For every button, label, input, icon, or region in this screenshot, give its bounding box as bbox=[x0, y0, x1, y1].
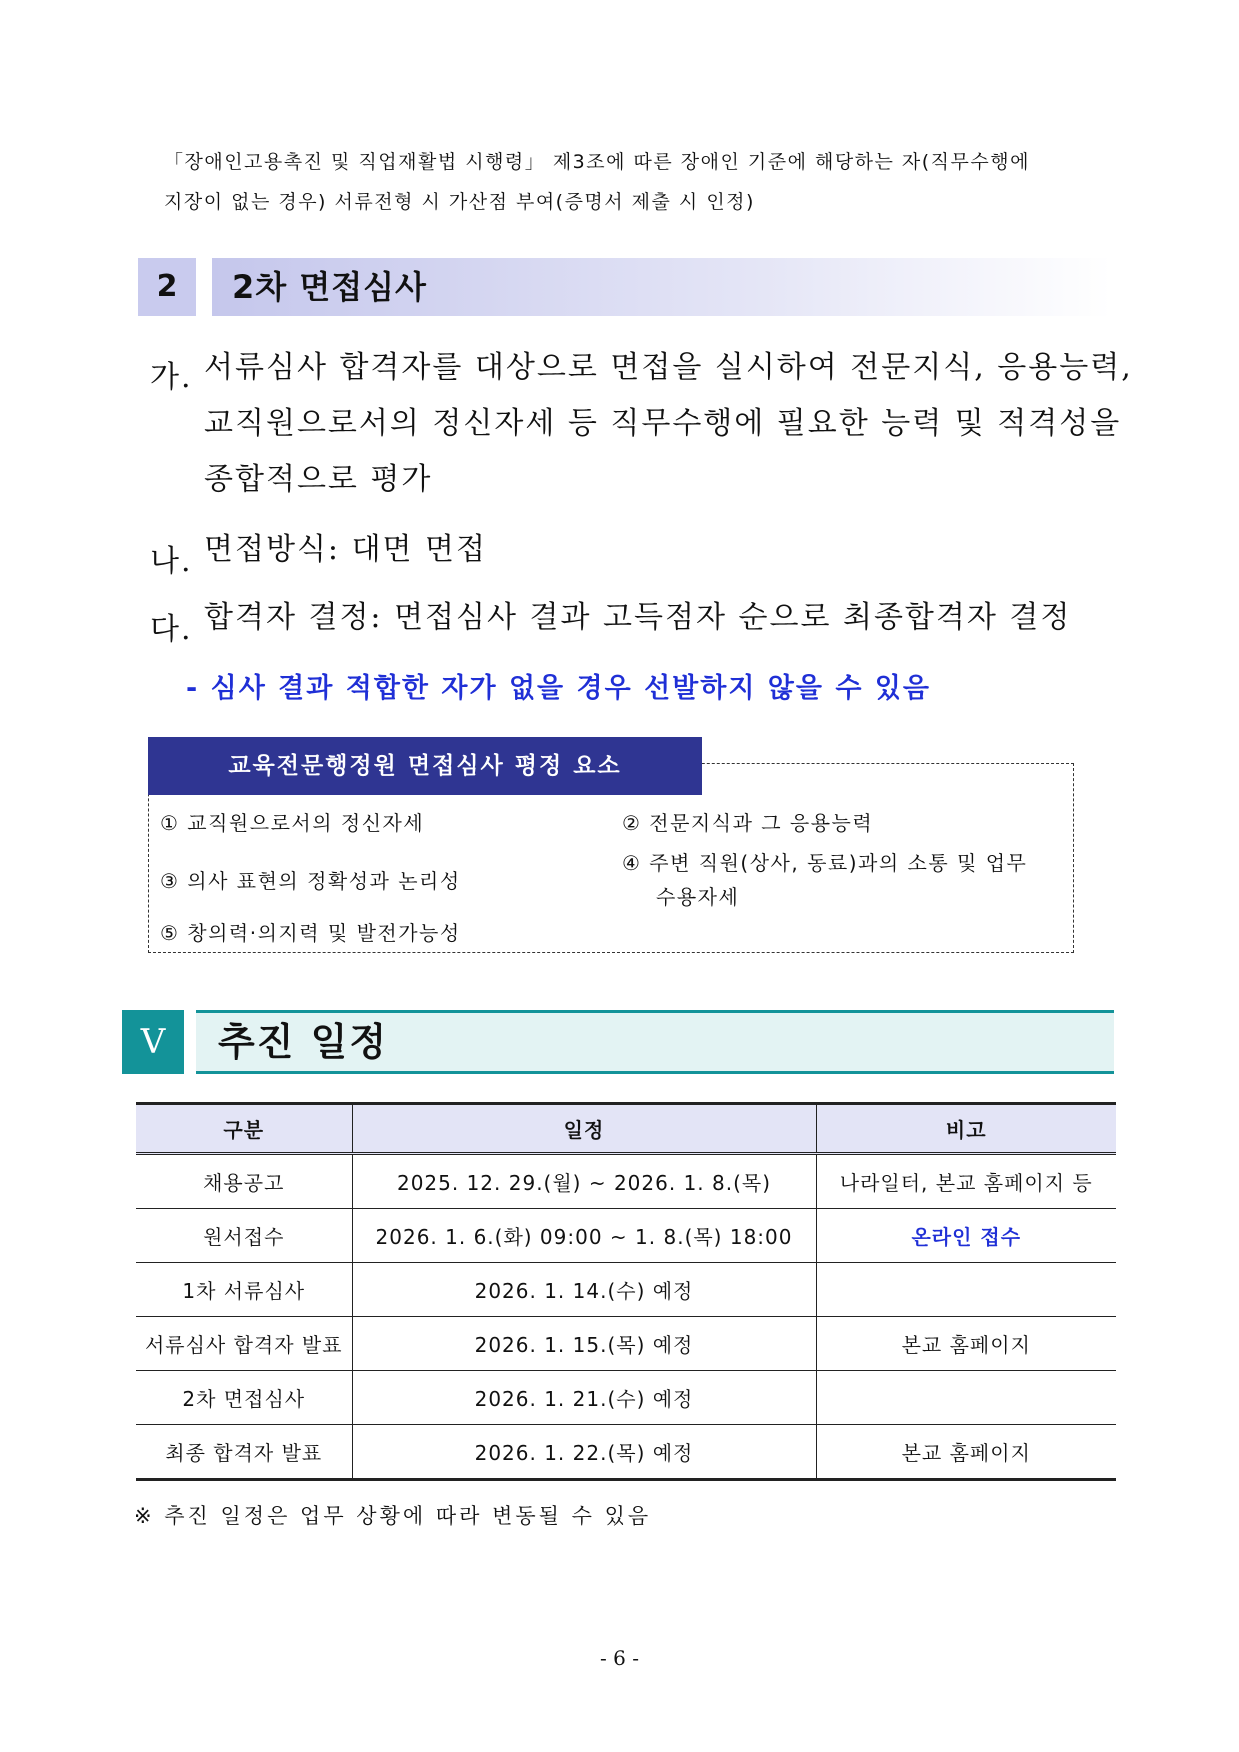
cell-note: 본교 홈페이지 bbox=[816, 1317, 1116, 1371]
item-text-da: 합격자 결정: 면접심사 결과 고득점자 순으로 최종합격자 결정 bbox=[204, 600, 1072, 635]
item-label-ga: 가. bbox=[150, 360, 193, 395]
cell-note: 나라일터, 본교 홈페이지 등 bbox=[816, 1154, 1116, 1209]
cell-date: 2026. 1. 21.(수) 예정 bbox=[352, 1371, 816, 1425]
table-row bbox=[136, 1263, 1116, 1317]
criterion-1: ① 교직원으로서의 정신자세 bbox=[160, 811, 425, 835]
cell-category: 원서접수 bbox=[136, 1209, 352, 1263]
section-title: 2차 면접심사 bbox=[232, 268, 427, 306]
header-note: 비고 bbox=[816, 1104, 1116, 1154]
schedule-footnote: ※ 추진 일정은 업무 상황에 따라 변동될 수 있음 bbox=[134, 1504, 652, 1528]
criterion-5: ⑤ 창의력·의지력 및 발전가능성 bbox=[160, 921, 461, 945]
cell-date: 2026. 1. 15.(목) 예정 bbox=[352, 1317, 816, 1371]
cell-category: 서류심사 합격자 발표 bbox=[136, 1317, 352, 1371]
table-row bbox=[136, 1371, 1116, 1425]
criterion-2: ② 전문지식과 그 응용능력 bbox=[622, 811, 874, 835]
cell-date: 2026. 1. 22.(목) 예정 bbox=[352, 1425, 816, 1480]
item-text-ga-line1: 서류심사 합격자를 대상으로 면접을 실시하여 전문지식, 응용능력, bbox=[204, 350, 1133, 385]
cell-note bbox=[816, 1371, 1116, 1425]
cell-date: 2026. 1. 6.(화) 09:00 ~ 1. 8.(목) 18:00 bbox=[352, 1209, 816, 1263]
cell-note: 본교 홈페이지 bbox=[816, 1425, 1116, 1480]
cell-category: 최종 합격자 발표 bbox=[136, 1425, 352, 1480]
header-date: 일정 bbox=[352, 1104, 816, 1154]
item-label-na: 나. bbox=[150, 544, 193, 579]
selection-note: - 심사 결과 적합한 자가 없을 경우 선발하지 않을 수 있음 bbox=[186, 673, 932, 704]
schedule-table bbox=[136, 1102, 1116, 1481]
criterion-4: ④ 주변 직원(상사, 동료)과의 소통 및 업무 bbox=[622, 851, 1028, 875]
cell-category: 1차 서류심사 bbox=[136, 1263, 352, 1317]
table-row bbox=[136, 1425, 1116, 1480]
page-number: - 6 - bbox=[600, 1646, 639, 1670]
table-row bbox=[136, 1154, 1116, 1209]
evaluation-title: 교육전문행정원 면접심사 평정 요소 bbox=[148, 737, 702, 795]
cell-note: 온라인 접수 bbox=[816, 1209, 1116, 1263]
cell-category: 2차 면접심사 bbox=[136, 1371, 352, 1425]
cell-date: 2025. 12. 29.(월) ~ 2026. 1. 8.(목) bbox=[352, 1154, 816, 1209]
criterion-3: ③ 의사 표현의 정확성과 논리성 bbox=[160, 869, 461, 893]
header-category: 구분 bbox=[136, 1104, 352, 1154]
item-label-da: 다. bbox=[150, 612, 193, 647]
section-v-number: V bbox=[122, 1010, 184, 1074]
table-row bbox=[136, 1209, 1116, 1263]
section-number: 2 bbox=[138, 258, 196, 316]
cell-note bbox=[816, 1263, 1116, 1317]
item-text-ga-line3: 종합적으로 평가 bbox=[204, 462, 433, 497]
cell-category: 채용공고 bbox=[136, 1154, 352, 1209]
intro-line-2: 지장이 없는 경우) 서류전형 시 가산점 부여(증명서 제출 시 인정) bbox=[164, 191, 755, 213]
intro-line-1: 「장애인고용촉진 및 직업재활법 시행령」 제3조에 따른 장애인 기준에 해당하는 자(직무수행에 bbox=[164, 151, 1030, 173]
item-text-ga-line2: 교직원으로서의 정신자세 등 직무수행에 필요한 능력 및 적격성을 bbox=[204, 406, 1122, 441]
table-row bbox=[136, 1317, 1116, 1371]
criterion-4-cont: 수용자세 bbox=[656, 885, 740, 909]
item-text-na: 면접방식: 대면 면접 bbox=[204, 532, 488, 567]
table-header-row bbox=[136, 1104, 1116, 1154]
section-v-title: 추진 일정 bbox=[218, 1020, 389, 1064]
cell-date: 2026. 1. 14.(수) 예정 bbox=[352, 1263, 816, 1317]
